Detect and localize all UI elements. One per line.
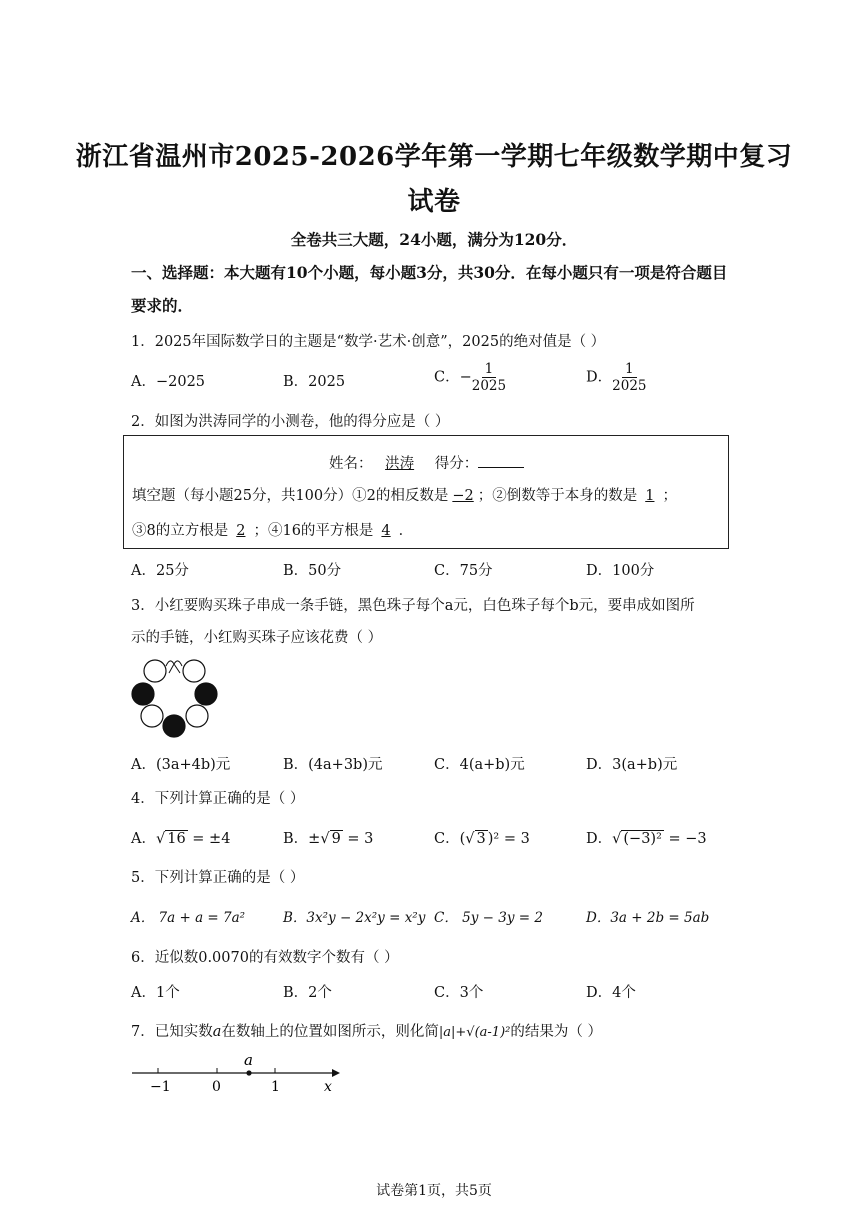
answer-1: −2 xyxy=(452,488,474,504)
q7-stem-pre: 7．已知实数 xyxy=(131,1024,213,1040)
q1-option-a: A．−2025 xyxy=(131,374,206,390)
q7-stem-post: 的结果为（ ） xyxy=(510,1024,602,1040)
label-0: 0 xyxy=(212,1079,221,1095)
fraction-denominator: 2025 xyxy=(471,378,507,394)
q5-option-c: C． 5y − 3y = 2 xyxy=(434,910,543,926)
opt-label: A． xyxy=(131,831,156,847)
point-a xyxy=(246,1070,251,1075)
q6-option-a: A．1个 xyxy=(131,985,180,1001)
quiz-sheet-box xyxy=(123,435,729,549)
score-blank xyxy=(478,453,524,468)
student-name: 洪涛 xyxy=(385,456,415,472)
quiz-line1-text: 填空题（每小题25分，共100分）①2的相反数是 xyxy=(132,488,449,504)
q6-option-b: B．2个 xyxy=(283,985,332,1001)
q3-option-a: A．(3a+4b)元 xyxy=(131,757,231,773)
quiz-line2-text: ③8的立方根是 xyxy=(132,523,229,539)
q4-option-c: C．(√ 3 )² = 3 xyxy=(434,831,530,847)
quiz-name-score-line xyxy=(329,452,524,473)
radicand: 9 xyxy=(331,831,341,847)
q4-stem: 4．下列计算正确的是（ ） xyxy=(131,791,305,807)
number-line-diagram xyxy=(128,1050,348,1098)
opt-rest: )² = 3 xyxy=(487,831,530,847)
label-1: 1 xyxy=(271,1079,280,1095)
q1-option-d-fraction xyxy=(612,361,646,394)
page-footer: 试卷第1页，共5页 xyxy=(376,1183,492,1199)
fraction-numerator: 1 xyxy=(622,361,637,378)
q1-option-c-label: C．− xyxy=(434,369,472,386)
quiz-line-1: 填空题（每小题25分，共100分）①2的相反数是 −2 ；②倒数等于本身的数是 1 ； xyxy=(132,488,677,504)
white-bead xyxy=(186,705,208,727)
q4-option-b: B．±√ 9 = 3 xyxy=(283,831,374,847)
radicand: (−3)² xyxy=(623,831,662,847)
q1-stem: 1．2025年国际数学日的主题是“数学·艺术·创意”，2025的绝对值是（ ） xyxy=(131,334,606,350)
q7-expression: |a|+√(a-1)² xyxy=(438,1025,511,1040)
fraction-numerator: 1 xyxy=(482,361,497,378)
black-bead xyxy=(195,683,217,705)
q3-option-b: B．(4a+3b)元 xyxy=(283,757,383,773)
label-x: x xyxy=(324,1079,332,1095)
q1-option-c-fraction xyxy=(472,361,506,394)
white-bead xyxy=(144,660,166,682)
q5-option-b: B．3x²y − 2x²y = x²y xyxy=(283,910,426,926)
q6-option-d: D．4个 xyxy=(586,985,636,1001)
q1-option-b: B．2025 xyxy=(283,374,346,390)
q1-option-d xyxy=(586,361,647,394)
name-label: 姓名： xyxy=(329,456,373,472)
q1-option-d-label: D． xyxy=(586,369,613,386)
section-1-heading: 一、选择题：本大题有10个小题，每小题3分，共30分．在每小题只有一项是符合题目要求的． xyxy=(131,263,728,315)
bead-bracelet-diagram xyxy=(128,654,224,740)
black-bead xyxy=(163,715,185,737)
opt-rest: = −3 xyxy=(663,831,707,847)
radicand: 3 xyxy=(476,831,486,847)
answer-2: 1 xyxy=(645,488,655,504)
q7-stem xyxy=(131,1020,602,1041)
opt-label: D． xyxy=(586,831,613,847)
quiz-line2-mid: ；④16的平方根是 xyxy=(253,523,374,539)
q3-stem-line2: 示的手链，小红购买珠子应该花费（ ） xyxy=(131,630,383,646)
label-neg1: −1 xyxy=(150,1079,171,1095)
black-bead xyxy=(132,683,154,705)
q5-option-d: D．3a + 2b = 5ab xyxy=(586,910,710,926)
q2-option-b: B．50分 xyxy=(283,563,342,579)
page-title-line2: 试卷 xyxy=(407,187,461,217)
q3-stem-line1: 3．小红要购买珠子串成一条手链，黑色珠子每个a元，白色珠子每个b元，要串成如图所 xyxy=(131,598,695,614)
q6-option-c: C．3个 xyxy=(434,985,484,1001)
white-bead xyxy=(183,660,205,682)
q5-stem: 5．下列计算正确的是（ ） xyxy=(131,870,305,886)
q5-option-a: A． 7a + a = 7a² xyxy=(131,910,246,926)
q2-option-d: D．100分 xyxy=(586,563,655,579)
q2-option-c: C．75分 xyxy=(434,563,493,579)
answer-4: 4 xyxy=(381,523,391,539)
fraction-denominator: 2025 xyxy=(612,378,647,394)
page-title-line1: 浙江省温州市2025-2026学年第一学期七年级数学期中复习 xyxy=(75,142,793,172)
answer-3: 2 xyxy=(236,523,246,539)
q6-stem: 6．近似数0.0070的有效数字个数有（ ） xyxy=(131,950,399,966)
q7-stem-mid: 在数轴上的位置如图所示，则化简 xyxy=(221,1024,439,1040)
opt-label: C．( xyxy=(434,831,466,847)
exam-subtitle: 全卷共三大题，24小题，满分为120分． xyxy=(290,230,578,249)
radicand: 16 xyxy=(167,831,186,847)
q2-stem: 2．如图为洪涛同学的小测卷，他的得分应是（ ） xyxy=(131,414,450,430)
q3-option-d: D．3(a+b)元 xyxy=(586,757,678,773)
white-bead xyxy=(141,705,163,727)
q4-option-a: A．√ 16 = ±4 xyxy=(131,831,231,847)
q4-option-d: D．√ (−3)² = −3 xyxy=(586,831,707,847)
quiz-line-2: ③8的立方根是 2 ；④16的平方根是 4 ． xyxy=(132,523,414,539)
opt-rest: = ±4 xyxy=(187,831,231,847)
axis-arrow xyxy=(332,1069,340,1077)
score-label: 得分： xyxy=(434,456,479,472)
opt-label: B．± xyxy=(283,831,321,847)
q3-option-c: C．4(a+b)元 xyxy=(434,757,525,773)
opt-rest: = 3 xyxy=(342,831,374,847)
q7-variable: a xyxy=(212,1024,222,1040)
quiz-line1-mid: ；②倒数等于本身的数是 xyxy=(477,488,638,504)
bow-knot xyxy=(166,661,182,673)
q2-option-a: A．25分 xyxy=(131,563,189,579)
label-a: a xyxy=(244,1051,253,1069)
q1-option-c xyxy=(434,361,506,394)
